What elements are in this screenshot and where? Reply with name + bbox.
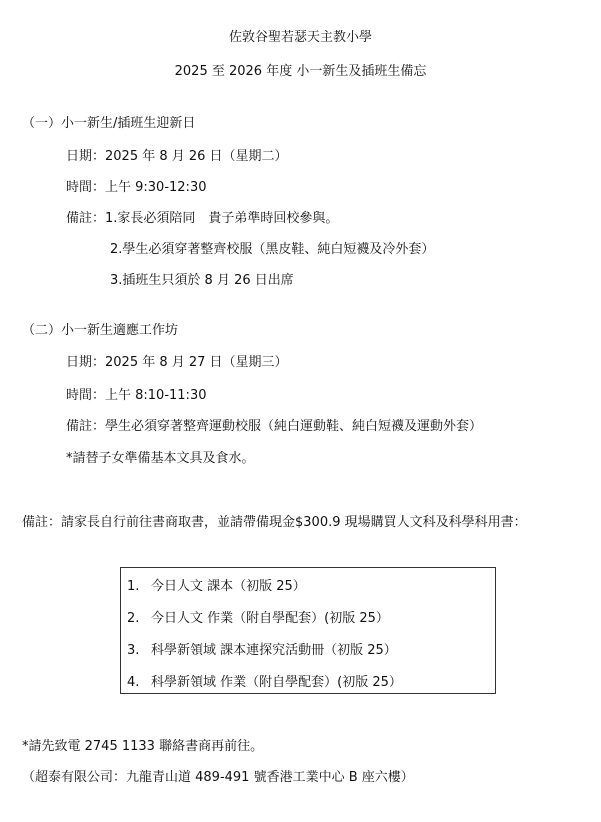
section-note-1: 備註：學生必須穿著整齊運動校服（純白運動鞋、純白短襪及運動外套） <box>66 419 483 434</box>
memo-title: 2025 至 2026 年度 小一新生及插班生備忘 <box>174 64 427 79</box>
section-note-2: 2.學生必須穿著整齊校服（黑皮鞋、純白短襪及冷外套） <box>110 242 435 257</box>
section-heading: （一）小一新生/插班生迎新日 <box>22 116 196 131</box>
phone-note: *請先致電 2745 1133 聯絡書商再前往。 <box>22 739 264 754</box>
section-note-1: 備註：1.家長必須陪同 貴子弟準時回校參與。 <box>66 211 339 226</box>
purchase-note: 備註：請家長自行前往書商取書，並請帶備現金$300.9 現場購買人文科及科學科用書： <box>22 515 527 530</box>
section-note-3: 3.插班生只須於 8 月 26 日出席 <box>110 273 294 288</box>
book-item <box>127 580 306 593</box>
section-date: 日期：2025 年 8 月 26 日（星期二） <box>66 149 288 164</box>
book-title: 今日人文 課本（初版 25） <box>151 579 306 594</box>
book-number: 4. <box>127 675 140 690</box>
book-title: 科學新領域 課本連探究活動冊（初版 25） <box>151 643 397 658</box>
section-note-2: *請替子女準備基本文具及食水。 <box>66 451 255 466</box>
book-title: 今日人文 作業（附自學配套）(初版 25） <box>151 611 389 626</box>
book-number: 1. <box>127 579 140 594</box>
book-number: 2. <box>127 611 140 626</box>
school-name: 佐敦谷聖若瑟天主教小學 <box>228 30 372 45</box>
book-item <box>127 612 389 625</box>
supplier-address: （超泰有限公司：九龍青山道 489-491 號香港工業中心 B 座六樓） <box>22 770 414 785</box>
book-number: 3. <box>127 643 140 658</box>
book-list-box <box>120 567 496 694</box>
section-date: 日期：2025 年 8 月 27 日（星期三） <box>66 355 288 370</box>
book-title: 科學新領域 作業（附自學配套）(初版 25） <box>151 675 402 690</box>
section-time: 時間：上午 8:10-11:30 <box>66 388 207 403</box>
book-item <box>127 644 397 657</box>
book-item <box>127 676 402 689</box>
section-heading: （二）小一新生適應工作坊 <box>22 323 179 338</box>
section-time: 時間：上午 9:30-12:30 <box>66 180 207 195</box>
